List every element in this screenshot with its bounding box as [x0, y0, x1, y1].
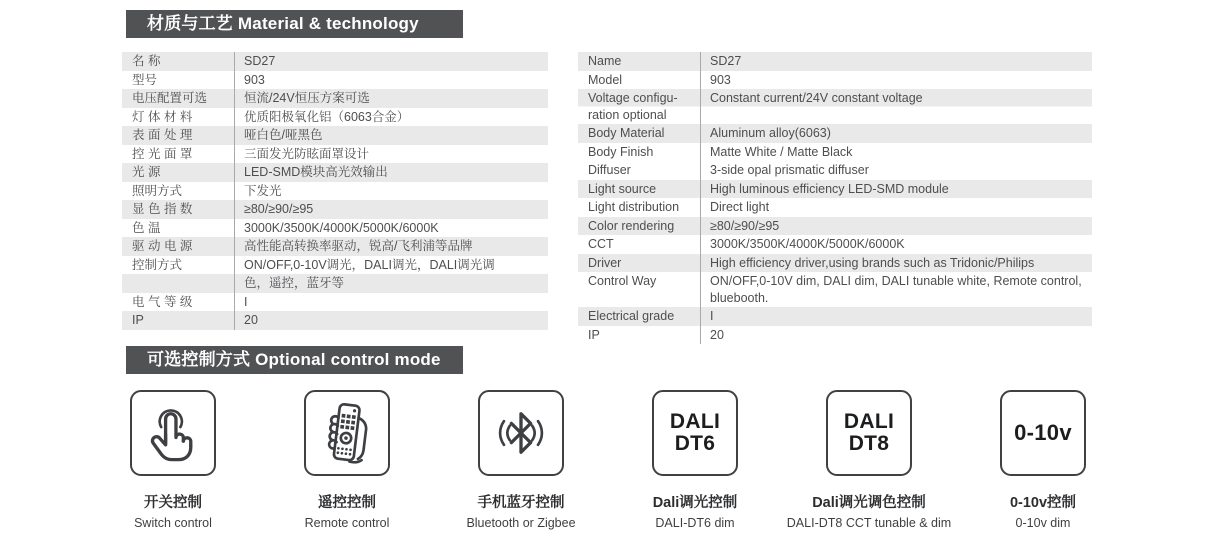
spec-row-label: 电 气 等 级	[132, 294, 193, 309]
spec-row-label: Light source	[588, 181, 657, 196]
remote-icon	[310, 396, 384, 470]
spec-row	[578, 89, 1092, 124]
spec-row	[122, 256, 548, 275]
bluetooth-icon	[484, 396, 558, 470]
spec-row-value: 高性能高转换率驱动，锐高/飞利浦等品牌	[234, 237, 548, 256]
spec-table-en	[578, 52, 1092, 344]
spec-row-label: 控制方式	[132, 257, 183, 272]
spec-row	[122, 126, 548, 145]
mode-label-cn: 遥控控制	[318, 495, 376, 511]
spec-row-value: LED-SMD模块高光效输出	[234, 163, 548, 182]
spec-row	[122, 71, 548, 90]
mode-label-en: DALI-DT6 dim	[655, 516, 735, 530]
spec-row-label: IP	[588, 327, 600, 342]
spec-row-value: ≥80/≥90/≥95	[234, 200, 548, 219]
spec-row-value: 色，遥控，蓝牙等	[234, 274, 548, 293]
spec-row	[578, 52, 1092, 71]
spec-row-value: High luminous efficiency LED-SMD module	[700, 180, 1092, 199]
mode-label-cn: 开关控制	[144, 495, 202, 511]
control-mode-item	[434, 390, 608, 530]
control-mode-item	[260, 390, 434, 530]
spec-row-label: 照明方式	[132, 183, 183, 198]
spec-row-label: Name	[588, 54, 622, 68]
spec-row	[122, 52, 548, 71]
spec-row	[122, 163, 548, 182]
spec-row-value: I	[234, 293, 548, 312]
spec-row-value: 903	[234, 71, 548, 90]
spec-row-value: 3-side opal prismatic diffuser	[700, 161, 1092, 180]
spec-row-label: 控 光 面 罩	[132, 146, 193, 161]
spec-row-value: 哑白色/哑黑色	[234, 126, 548, 145]
zero-ten-v-badge: 0-10v	[1014, 420, 1072, 446]
mode-label-cn: Dali调光调色控制	[812, 495, 926, 511]
mode-icon-box	[130, 390, 216, 476]
mode-icon-box	[826, 390, 912, 476]
spec-row-label: 表 面 处 理	[132, 128, 193, 142]
spec-row-label: 显 色 指 数	[132, 202, 193, 216]
spec-row-label: Body Material	[588, 126, 665, 140]
spec-row-value: SD27	[234, 52, 548, 71]
spec-row-label: 名 称	[132, 54, 161, 68]
spec-row-value: 3000K/3500K/4000K/5000K/6000K	[234, 219, 548, 238]
spec-row-value: High efficiency driver,using brands such as Tridonic/Philips	[700, 254, 1092, 273]
dali-dt8-badge: DALI DT8	[843, 409, 895, 455]
mode-label-en: Remote control	[304, 516, 390, 530]
spec-row-label: 光 源	[132, 165, 161, 179]
spec-row-label: IP	[132, 313, 144, 327]
mode-icon-box	[1000, 390, 1086, 476]
spec-row	[578, 180, 1092, 199]
mode-label-en: DALI-DT8 CCT tunable & dim	[786, 516, 952, 530]
spec-row	[578, 254, 1092, 273]
spec-row	[578, 272, 1092, 307]
section-header-control-mode-title: 可选控制方式 Optional control mode	[147, 350, 441, 369]
mode-label-en: Switch control	[134, 516, 212, 530]
spec-row	[578, 161, 1092, 180]
spec-row	[122, 311, 548, 330]
spec-row-value: Direct light	[700, 198, 1092, 217]
spec-row-value: 恒流/24V恒压方案可选	[234, 89, 548, 108]
spec-row-value: 三面发光防眩面罩设计	[234, 145, 548, 164]
spec-row-value: SD27	[700, 52, 1092, 71]
section-header-material	[126, 10, 463, 38]
spec-row	[578, 71, 1092, 90]
spec-row	[578, 124, 1092, 143]
spec-row	[122, 145, 548, 164]
spec-row-value: Aluminum alloy(6063)	[700, 124, 1092, 143]
spec-row-label: Control Way	[588, 274, 657, 288]
spec-row	[122, 89, 548, 108]
spec-row-label: Light distribution	[588, 200, 680, 214]
spec-row	[122, 237, 548, 256]
section-header-control-mode	[126, 346, 463, 374]
spec-row	[578, 198, 1092, 217]
control-modes	[86, 390, 1130, 530]
spec-row-value: Matte White / Matte Black	[700, 143, 1092, 162]
spec-row-value: I	[700, 307, 1092, 326]
spec-row-label: CCT	[588, 237, 614, 251]
mode-icon-box	[304, 390, 390, 476]
spec-row-value: ≥80/≥90/≥95	[700, 217, 1092, 236]
control-mode-item	[956, 390, 1130, 530]
spec-row-label: Model	[588, 72, 623, 87]
spec-row-value: 3000K/3500K/4000K/5000K/6000K	[700, 235, 1092, 254]
spec-row-value: ON/OFF,0-10V调光，DALI调光，DALI调光调	[234, 256, 548, 275]
spec-row	[122, 293, 548, 312]
mode-label-cn: Dali调光控制	[652, 495, 738, 511]
spec-row-value: Constant current/24V constant voltage	[700, 89, 1092, 124]
spec-row-label: 色 温	[132, 220, 161, 235]
mode-icon-box	[652, 390, 738, 476]
spec-row	[578, 235, 1092, 254]
mode-label-cn: 0-10v控制	[1009, 495, 1077, 511]
spec-row-value: ON/OFF,0-10V dim, DALI dim, DALI tunable white, Remote control, bluebooth.	[700, 272, 1092, 307]
spec-row-value: 903	[700, 71, 1092, 90]
spec-row	[122, 108, 548, 127]
spec-table-cn	[122, 52, 548, 330]
spec-row	[122, 182, 548, 201]
mode-label-en: Bluetooth or Zigbee	[466, 516, 576, 530]
spec-row-value: 优质阳极氧化铝（6063合金）	[234, 108, 548, 127]
spec-row-label: Diffuser	[588, 163, 631, 177]
control-mode-item	[86, 390, 260, 530]
spec-row-label: Driver	[588, 255, 622, 270]
mode-icon-box	[478, 390, 564, 476]
spec-row-value: 20	[700, 326, 1092, 345]
spec-row-label	[122, 274, 234, 293]
mode-label-en: 0-10v dim	[1015, 516, 1071, 530]
spec-row	[578, 217, 1092, 236]
spec-row-label: Color rendering	[588, 218, 675, 233]
spec-row	[122, 200, 548, 219]
tap-icon	[136, 396, 210, 470]
spec-row-label: 驱 动 电 源	[132, 239, 193, 253]
spec-row-label: Body Finish	[588, 144, 654, 159]
spec-row-label: Electrical grade	[588, 309, 675, 323]
spec-row-value: 下发光	[234, 182, 548, 201]
spec-row-label: 电压配置可选	[132, 91, 208, 105]
spec-row-label: Voltage configu- ration optional	[588, 91, 678, 122]
mode-label-cn: 手机蓝牙控制	[477, 495, 565, 511]
spec-row-value: 20	[234, 311, 548, 330]
control-mode-item	[782, 390, 956, 530]
dali-dt6-badge: DALI DT6	[669, 409, 721, 455]
spec-row	[122, 274, 548, 293]
spec-row-label: 灯 体 材 料	[132, 109, 193, 124]
spec-row	[578, 143, 1092, 162]
section-header-material-title: 材质与工艺 Material & technology	[147, 14, 419, 33]
spec-row	[578, 326, 1092, 345]
spec-row	[578, 307, 1092, 326]
control-mode-item	[608, 390, 782, 530]
spec-row	[122, 219, 548, 238]
spec-row-label: 型号	[132, 72, 158, 87]
